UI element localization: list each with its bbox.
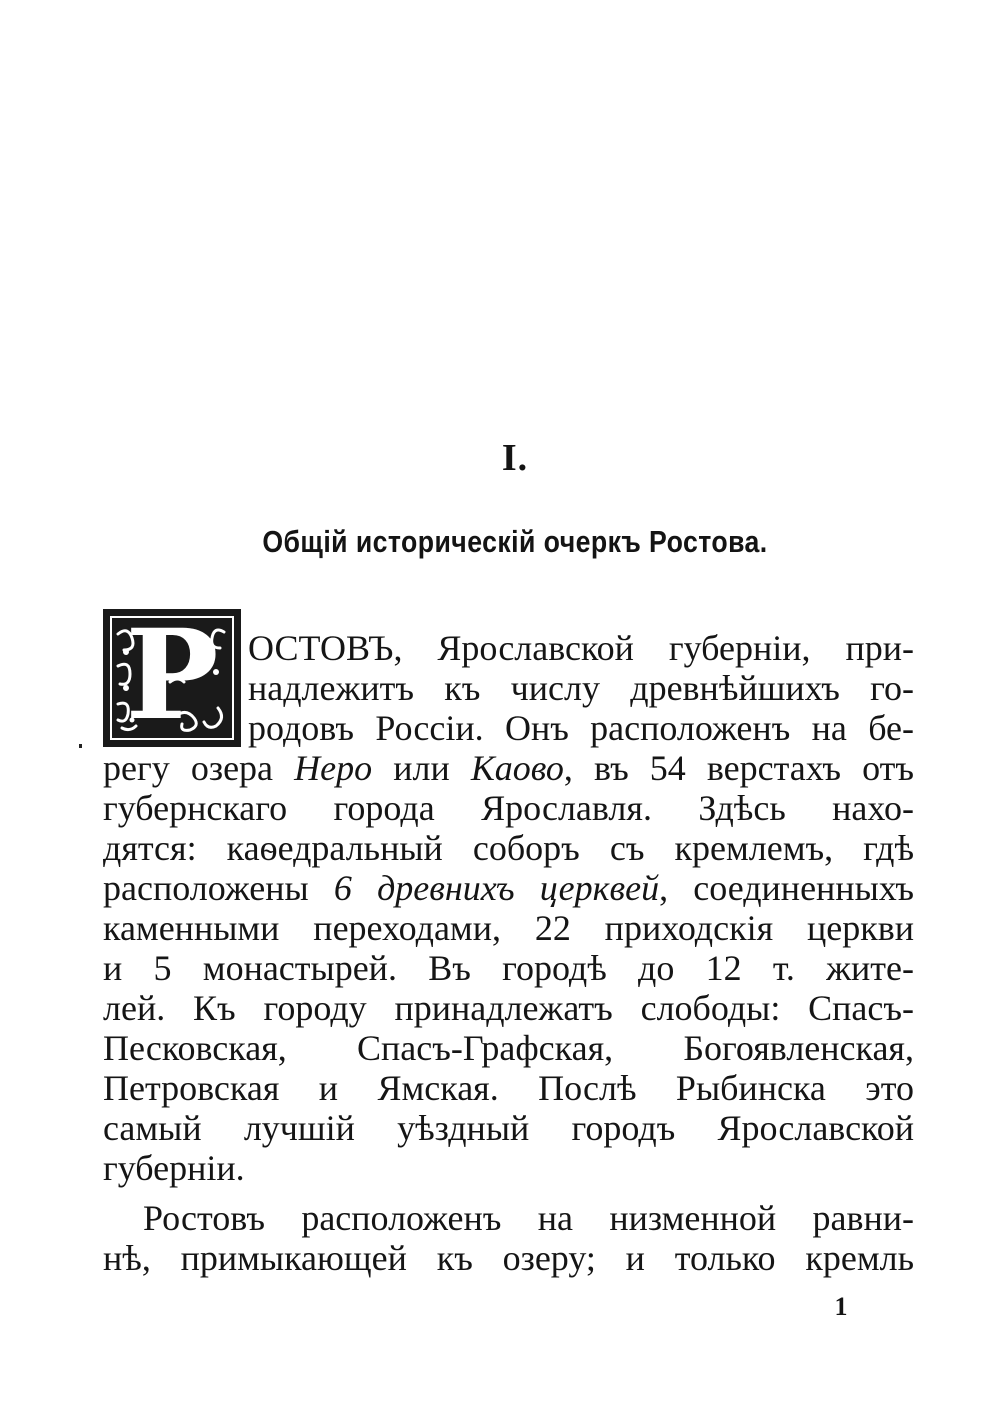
text-run: , въ 54 верстахъ отъ: [563, 748, 915, 788]
text-line: [248, 668, 914, 708]
text-run: Песковская, Спасъ-Графская, Богоявленская,: [103, 1028, 914, 1068]
text-run: Петровская и Ямская. Послѣ Рыбинска это: [103, 1068, 914, 1108]
text-line: [103, 868, 914, 908]
text-run: ОСТОВЪ, Ярославской губерніи, при-: [248, 628, 914, 668]
chapter-number: I.: [501, 437, 529, 479]
text-line: [103, 1108, 914, 1148]
text-line: [103, 748, 914, 788]
text-line: [103, 828, 914, 868]
text-run: каменными переходами, 22 приходскія церкви: [103, 908, 914, 948]
text-run: расположены: [103, 868, 334, 908]
text-run: или: [372, 748, 471, 788]
chapter-title: Общій историческій очеркъ Ростова.: [262, 524, 768, 559]
text-line: [103, 788, 914, 828]
text-run: и 5 монастырей. Въ городѣ до 12 т. жите-: [103, 948, 914, 988]
text-run: , соединенныхъ: [659, 868, 915, 908]
text-run: самый лучшій уѣздный городъ Ярославской: [103, 1108, 914, 1148]
text-run: нѣ, примыкающей къ озеру; и только кремль: [103, 1238, 914, 1278]
text-line: [103, 1068, 914, 1108]
text-line: [248, 708, 914, 748]
text-run: надлежитъ къ числу древнѣйшихъ го-: [248, 668, 914, 708]
text-run: дятся: каѳедральный соборъ съ кремлемъ, гдѣ: [103, 828, 914, 868]
italic-text-run: 6 древнихъ церквей: [333, 868, 660, 908]
print-speck: [79, 744, 82, 748]
text-run: регу озера: [103, 748, 295, 788]
text-line: [103, 948, 914, 988]
initial-letter: Р: [125, 609, 219, 747]
text-run: губернскаго города Ярославля. Здѣсь нахо-: [103, 788, 914, 828]
text-run: Ростовъ расположенъ на низменной равни-: [143, 1198, 914, 1238]
text-line: [103, 988, 914, 1028]
text-run: лей. Къ городу принадлежатъ слободы: Спасъ-: [103, 988, 914, 1028]
text-line: [103, 1148, 403, 1188]
italic-text-run: Неро: [294, 748, 373, 788]
text-run: губерніи.: [103, 1148, 245, 1188]
decorative-initial: [103, 609, 241, 747]
text-line: [248, 628, 914, 668]
text-line: [143, 1198, 914, 1238]
text-line: [103, 1028, 914, 1068]
text-run: родовъ Россіи. Онъ расположенъ на бе-: [248, 708, 914, 748]
text-line: [103, 908, 914, 948]
page-number: 1: [834, 1292, 848, 1321]
italic-text-run: Каово: [470, 748, 564, 788]
text-line: [103, 1238, 914, 1278]
